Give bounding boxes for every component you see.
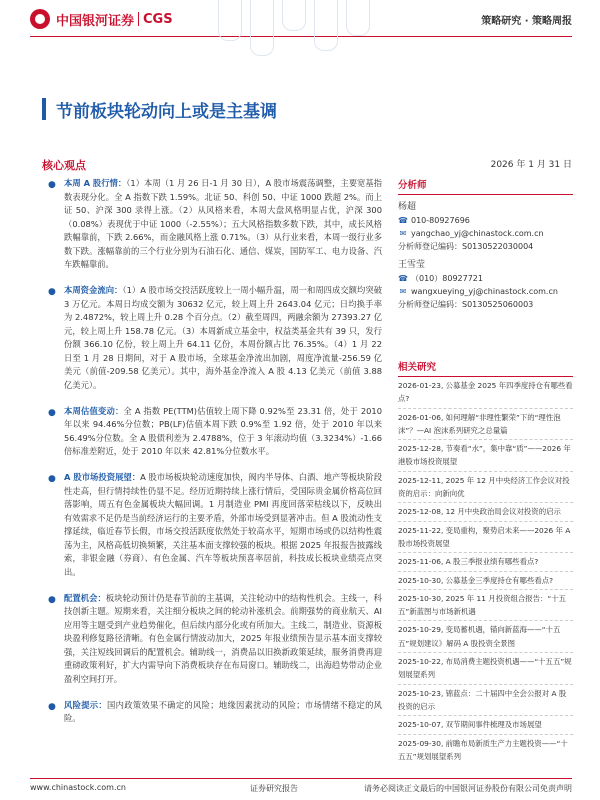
paragraph-risk [42,699,382,726]
paragraph-title: 风险提示： [64,699,108,710]
bullet-icon: ● [48,701,56,712]
bullet-icon: ● [48,407,56,418]
related-item[interactable]: 2025-12-08, 12 月中央政治局会议对投资的启示 [398,503,573,521]
related-item[interactable]: 2025-11-22, 变局重构，聚势启未来——2026 年 A 股市场投资展望 [398,522,573,554]
analyst-phone: 010-80927696 [411,216,470,225]
report-type: 策略研究 · 策略周报 [481,16,572,27]
analyst-cert: 分析师登记编码：S0130525060003 [398,300,534,309]
footer-website[interactable]: www.chinastock.com.cn [30,783,126,792]
sidebar [398,177,573,765]
email-icon: ✉ [399,229,407,238]
paragraph-text: 板块轮动预计仍是春节前的主基调，关注轮动中的结构性机会。主线一，科技创新主题。短期来看，关注细分板块之间的轮动补涨机会。前期强势的商业航天、AI 应用等主题受到产业趋势催化，但后续内部分化或有所加大。主线二，制造业、资源板块盈利修复路径清晰。有色金属行情波动加大，2025 年报业绩预告显示基本面支撑较强，关注短线回调后的配置机会。辅助线一，消费品以旧换新政策延续，服务消费再迎重磅政策利好，扩大内需导向下消费板块存在布局窗口。辅助线二，出海趋势带动企业盈利空间打开。 [64,592,382,684]
related-item[interactable]: 2025-10-22, 布局消费主题投资机遇——“十五五”规划展望系列 [398,653,573,685]
analyst-name: 杨超 [398,202,417,212]
brand-name-en: CGS [143,11,173,27]
paragraph-title: 配置机会： [64,592,106,603]
related-item[interactable]: 2025-12-11, 2025 年 12 月中央经济工作会议对投资的启示：向新向优 [398,472,573,504]
paragraph-title: 本周估值变动： [64,405,124,416]
analyst-card [398,201,573,253]
report-title: 节前板块轮动向上或是主基调 [56,102,277,122]
paragraph-valuation [42,405,382,459]
related-item[interactable]: 2025-11-06, A 股三季报业绩有哪些看点? [398,553,573,571]
brand-name-cn: 中国银河证券 [56,13,135,29]
paragraph-text: 全 A 指数 PE(TTM)估值较上周下降 0.92%至 23.31 倍，处于 2010 年以来 94.46%分位数；PB(LF)估值本周下跌 0.9%至 1.92 倍，处于 2010 年以来 56.49%分位数。全 A 股债利差为 2.4788%，位于 3 年滚动均值（3.3234%）-1.66 倍标准差附近，处于 2010 年以来 42.81%分位数水平。 [64,405,382,456]
related-item[interactable]: 2025-10-30, 2025 年 11 月投资组合报告：“十五五”新蓝图与市场新机遇 [398,590,573,622]
related-research-heading: 相关研究 [398,359,573,377]
paragraph-outlook [42,471,382,579]
related-item[interactable]: 2025-12-28, 节奏看“水”，集中靠“质”——2026 年港股市场投资展望 [398,440,573,472]
footer-divider [30,778,572,779]
paragraph-title: 本周资金流向： [64,285,123,295]
header-decoration [210,0,380,60]
related-item[interactable]: 2025-10-23, 锦蓝点：二十届四中全会公报对 A 股投资的启示 [398,685,573,717]
analyst-cert: 分析师登记编码：S0130522030004 [398,242,534,251]
bullet-icon: ● [48,594,56,605]
analyst-name: 王雪莹 [398,260,426,270]
bullet-icon: ● [48,474,56,484]
related-item[interactable]: 2026-01-06, 如何理解“非理性繁荣”下的“理性泡沫”？—AI 泡沫系列研究之总量篇 [398,409,573,441]
core-points-heading: 核心观点 [42,159,86,172]
paragraph-text: （1）本周（1 月 26 日-1 月 30 日），A 股市场震荡调整，主要宽基指数表现分化。全 A 指数下跌 1.59%。北证 50、科创 50、中证 1000 跌超 2%。而上证 50、沪深 300 录得上涨。（2）从风格来看，本周大盘风格明显占优，沪深 300（0.08%）表现优于中证 1000（-2.55%）；五大风格指数多数下跌，其中，成长风格跌幅靠前，下跌 2.66%，而金融风格上涨 0.71%。（3）从行业来看，本周一级行业多数下跌。涨幅靠前的三个行业分别为石油石化、通信、煤炭，国防军工、电力设备、汽车跌幅靠前。 [64,178,382,269]
related-item[interactable]: 2026-01-23, 公募基金 2025 年四季度持仓有哪些看点? [398,377,573,409]
paragraph-title: 本周 A 股行情： [64,178,127,188]
phone-icon: ☎ [398,216,408,225]
paragraph-text: （1）A 股市场交投活跃度较上一周小幅升温，周一和周四成交额均突破 3 万亿元。本周日均成交额为 30632 亿元，较上周上升 2643.04 亿元；日均换手率为 2.4872%，较上周上升 0.28 个百分点。（2）截至周四，两融余额为 27393.27 亿元，较上周上升 158.78 亿元。（3）本周新成立基金中，权益类基金共有 39 只，发行份额 366.10 亿份，较上周上升 64.11 亿份，本周份额占比 76.35%。（4）1 月 22 日至 1 月 28 日期间，对于 A 股市场，全球基金净流出加剧，周度净流量-256.59 亿美元（前值-209.58 亿美元）。其中，海外基金净流入 A 股 4.13 亿美元（前值 3.88 亿美元）。 [64,285,382,390]
paragraph-text: 国内政策效果不确定的风险；地缘因素扰动的风险；市场情绪不稳定的风险。 [64,699,382,723]
email-icon: ✉ [399,287,407,296]
related-item[interactable]: 2025-09-30, 前瞻布局新质生产力主题投资——“十五五”规划展望系列 [398,738,568,761]
paragraph-title: A 股市场投资展望： [64,472,141,482]
bullet-icon: ● [48,180,56,190]
brand-divider [138,12,139,26]
related-item[interactable]: 2025-10-07, 双节期间事件梳理及市场展望 [398,716,573,734]
phone-icon: ☎ [398,274,408,283]
related-research-list [398,377,573,765]
paragraph-funds [42,284,382,392]
analyst-email[interactable]: yangchao_yj@chinastock.com.cn [411,229,544,238]
bullet-icon: ● [48,287,56,297]
analyst-card [398,259,573,311]
analyst-heading: 分析师 [398,177,573,195]
paragraph-text: A 股市场板块轮动速度加快，阀内半导体、白酒、地产等板块阶段性走高，但行情持续性仍显不足。经历近期持续上涨行情后，受国际贵金属价格高位回落影响，周五有色金属板块大幅回调。1 月制造业 PMI 再度回落荣枯线以下，反映出有效需求不足仍是当前经济运行的主要矛盾，外部市场受到显著冲击。但 A 股流动性支撑延续，临近春节长假，市场交投活跃度依然处于较高水平，短期市场或仍以结构性震荡为主，风格高低切换频繁，关注基本面支撑较强的板块。根据 2025 年报报告披露线索，非银金融（券商）、有色金属、汽车等板块预喜率居前，科技成长板块业绩亮点突出。 [64,472,382,577]
paragraph-market [42,177,382,272]
title-accent-bar [42,98,46,120]
paragraph-allocation [42,592,382,687]
analyst-email[interactable]: wangxueying_yj@chinastock.com.cn [411,287,558,296]
brand-logo [30,9,173,29]
report-date: 2026 年 1 月 31 日 [490,160,572,170]
footer-disclaimer: 请务必阅读正文最后的中国银河证券股份有限公司免责声明 [364,784,572,793]
core-points [42,177,382,738]
related-item[interactable]: 2025-10-29, 变局蓄机遇，锚向新蓝海——“十五五”规划建议》解码 A 股投资全景图 [398,621,573,653]
related-item[interactable]: 2025-10-30, 公募基金三季度持仓有哪些看点? [398,572,573,590]
footer-center-label: 证券研究报告 [250,784,298,793]
analyst-phone: （010）80927721 [411,274,483,283]
logo-mark-icon [30,9,50,29]
